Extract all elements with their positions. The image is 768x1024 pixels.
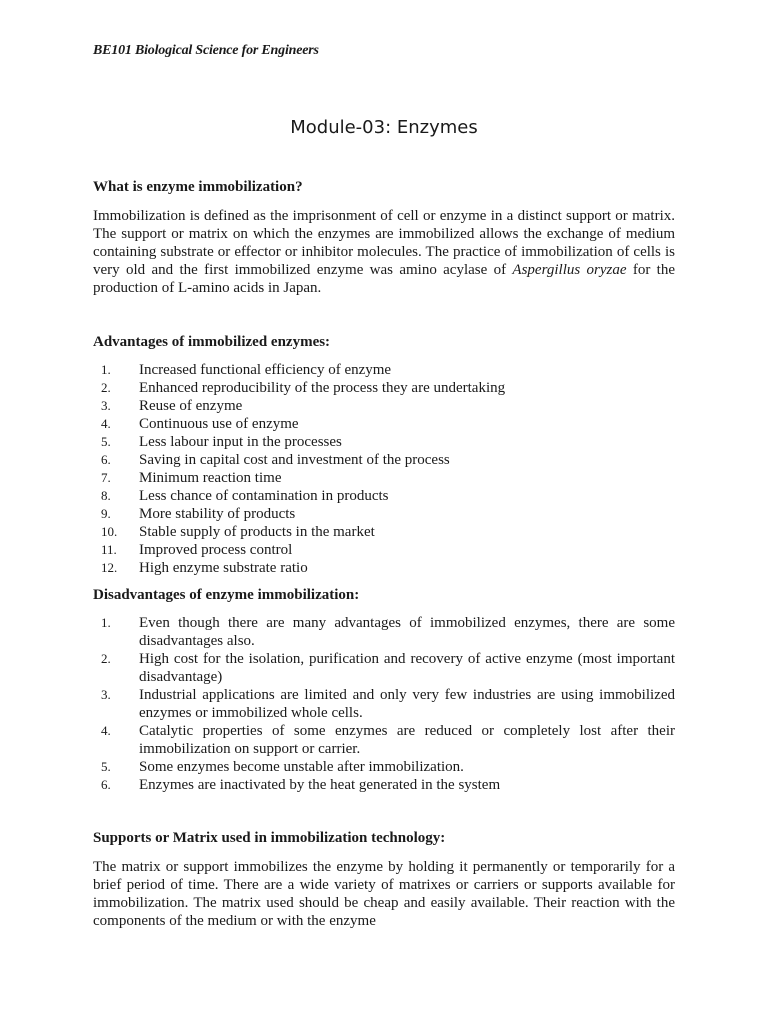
list-item (93, 650, 675, 686)
list-item (93, 523, 675, 541)
organism-name: Aspergillus oryzae (512, 262, 627, 278)
list-item-number: 5. (101, 434, 111, 449)
list-item-text: Enhanced reproducibility of the process they are undertaking (139, 380, 506, 396)
list-item-text: Catalytic properties of some enzymes are reduced or completely lost after their immobilization on support or carrier. (139, 723, 675, 757)
list-item-number: 10. (101, 524, 118, 539)
list-item (93, 397, 675, 415)
list-item-number: 3. (101, 398, 111, 413)
list-item-number: 2. (101, 651, 111, 666)
list-item (93, 469, 675, 487)
list-item-text: Less chance of contamination in products (139, 488, 389, 504)
list-item-text: Increased functional efficiency of enzyme (139, 362, 392, 378)
list-item-number: 1. (101, 615, 111, 630)
list-item-number: 1. (101, 362, 111, 377)
list-item (93, 559, 675, 577)
list-item-text: Some enzymes become unstable after immobilization. (139, 759, 464, 775)
list-item-text: Even though there are many advantages of immobilized enzymes, there are some disadvantages also. (139, 615, 675, 649)
page-title: Module-03: Enzymes (290, 117, 478, 138)
immobilization-paragraph (93, 207, 675, 297)
list-item-text: High enzyme substrate ratio (139, 560, 308, 576)
list-item (93, 776, 675, 794)
list-item-text: Continuous use of enzyme (139, 416, 299, 432)
list-item-number: 5. (101, 759, 111, 774)
list-item (93, 487, 675, 505)
list-item-text: Industrial applications are limited and only very few industries are using immobilized enzymes or immobilized whole cells. (139, 687, 675, 721)
list-item (93, 361, 675, 379)
list-item (93, 379, 675, 397)
list-item (93, 505, 675, 523)
list-item-text: Enzymes are inactivated by the heat generated in the system (139, 777, 501, 793)
disadvantages-list (93, 614, 675, 794)
list-item (93, 415, 675, 433)
list-item-number: 4. (101, 723, 111, 738)
advantages-list (93, 361, 675, 577)
paragraph-text-a: Immobilization is defined as the imprisonment of cell or enzyme in a distinct support or matrix. The support or matrix on which the enzymes are immobilized allows the exchange of medium containing substrate or effector or inhibitor molecules. The practice of immobilization of cells is very old and the first immobilized enzyme was amino acylase of (93, 208, 675, 278)
list-item-text: Stable supply of products in the market (139, 524, 375, 540)
list-item (93, 722, 675, 758)
section-heading-supports: Supports or Matrix used in immobilization technology: (93, 830, 446, 846)
list-item-number: 9. (101, 506, 111, 521)
list-item (93, 433, 675, 451)
list-item (93, 451, 675, 469)
list-item (93, 541, 675, 559)
list-item-number: 4. (101, 416, 111, 431)
list-item-text: More stability of products (139, 506, 296, 522)
list-item-number: 8. (101, 488, 111, 503)
section-heading-advantages: Advantages of immobilized enzymes: (93, 334, 331, 350)
paragraph-text-b: for the production of L-amino acids in Japan. (93, 262, 675, 296)
list-item-number: 12. (101, 560, 118, 575)
list-item-text: High cost for the isolation, purification and recovery of active enzyme (most important disadvantage) (139, 651, 675, 685)
section-heading-immobilization: What is enzyme immobilization? (93, 179, 303, 195)
list-item-number: 11. (101, 542, 117, 557)
list-item-number: 2. (101, 380, 111, 395)
section-heading-disadvantages: Disadvantages of enzyme immobilization: (93, 587, 360, 603)
list-item-text: Less labour input in the processes (139, 434, 342, 450)
list-item-text: Saving in capital cost and investment of the process (139, 452, 450, 468)
supports-paragraph: The matrix or support immobilizes the enzyme by holding it permanently or temporarily for a brief period of time. There are a wide variety of matrixes or carriers or supports available for immobilization. The matrix used should be cheap and easily available. Their reaction with the components of the medium or with the enzyme (93, 859, 675, 929)
list-item-number: 3. (101, 687, 111, 702)
list-item (93, 686, 675, 722)
list-item-text: Improved process control (139, 542, 293, 558)
list-item-number: 6. (101, 777, 111, 792)
list-item-text: Minimum reaction time (139, 470, 282, 486)
list-item (93, 758, 675, 776)
list-item-number: 6. (101, 452, 111, 467)
list-item (93, 614, 675, 650)
course-header: BE101 Biological Science for Engineers (93, 43, 319, 58)
list-item-text: Reuse of enzyme (139, 398, 243, 414)
list-item-number: 7. (101, 470, 111, 485)
